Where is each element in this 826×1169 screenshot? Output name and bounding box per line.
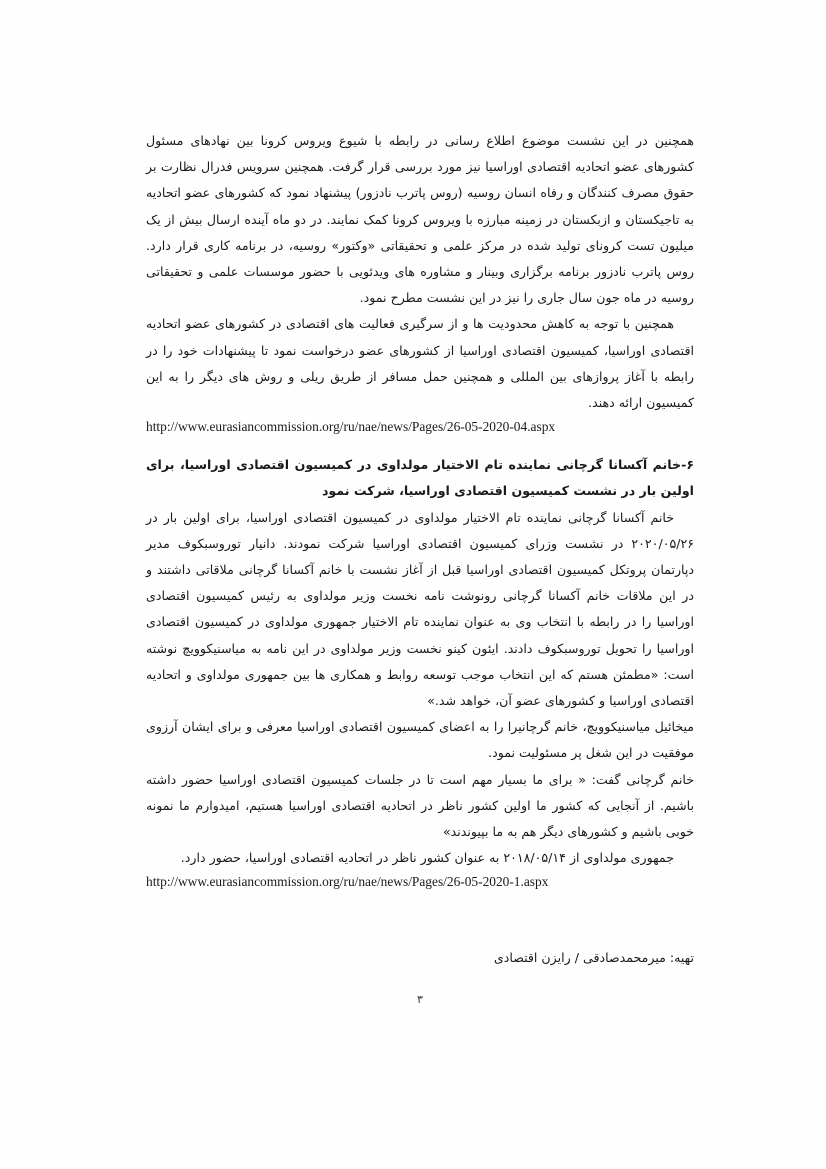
paragraph-moldova-representative: خانم آکسانا گرچانی نماینده تام الاختیار مولداوی در کمیسیون اقتصادی اوراسیا، برای اولین بار در ۲۰۲۰/۰۵/۲۶ در نشست وزرای کمیسیون اقتصادی اوراسیا شرکت نمودند. دانیار توروسبکوف مدیر دپارتمان پروتکل کمیسیون اقتصادی اوراسیا قبل از آغاز نشست با خانم آکسانا گرچانی ملاقاتی داشتند و در این ملاقات خانم آکسانا گرچانی رونوشت نامه نخست وزیر مولداوی به رئیس کمیسیون اقتصادی اوراسیا را در رابطه با انتخاب وی به عنوان نماینده تام الاختیار جمهوری مولداوی در کمیسیون اقتصادی اوراسیا را تحویل توروسبکوف دادند. ایئون کینو نخست وزیر مولداوی در این نامه به میاسنیکوویچ نوشته است: «مطمئن هستم که این انتخاب موجب توسعه روابط و همکاری ها بین جمهوری مولداوی و اتحادیه اقتصادی اوراسیا و کشورهای عضو آن، خواهد شد.» — [146, 509, 694, 709]
document-body — [146, 128, 694, 893]
paragraph-gerchani-quote: خانم گرچانی گفت: « برای ما بسیار مهم است تا در جلسات کمیسیون اقتصادی اوراسیا حضور داشته باشیم. از آنجایی که کشور ما اولین کشور ناظر در اتحادیه اقتصادی اوراسیا هستیم، امیدوارم ما نمونه خوبی باشیم و کشورهای دیگر هم به ما بپیوندند» — [146, 771, 694, 840]
paragraph-corona-information: همچنین در این نشست موضوع اطلاع رسانی در رابطه با شیوع ویروس کرونا بین نهادهای مسئول کشورهای عضو اتحادیه اقتصادی اوراسیا نیز مورد بررسی قرار گرفت. همچنین سرویس فدرال نظارت بر حقوق مصرف کنندگان و رفاه انسان روسیه (روس پاترب نادزور) پیشنهاد نمود که کشورهای عضو اتحادیه به تاجیکستان و ازبکستان در زمینه مبارزه با ویروس کرونا کمک نمایند. در دو ماه آینده ارسال بیش از یک میلیون تست کرونای تولید شده در مرکز علمی و تحقیقاتی «وکتور» روسیه، در برنامه کاری قرار دارد. روس پاترب نادزور برنامه برگزاری وبینار و مشاوره های ویدئویی با حضور موسسات علمی و تحقیقاتی روسیه در ماه جون سال جاری را نیز در این نشست مطرح نمود. — [146, 133, 694, 306]
signature: تهیه: میرمحمدصادقی / رایزن اقتصادی — [493, 950, 694, 965]
page-number: ۳ — [417, 993, 423, 1006]
paragraph-observer-status: جمهوری مولداوی از ۲۰۱۸/۰۵/۱۴ به عنوان کشور ناظر در اتحادیه اقتصادی اوراسیا، حضور دارد. — [180, 850, 674, 866]
paragraph-travel-restrictions: همچنین با توجه به کاهش محدودیت ها و از سرگیری فعالیت های اقتصادی در کشورهای عضو اتحادیه اقتصادی اوراسیا، کمیسیون اقتصادی اوراسیا از کشورهای عضو درخواست نمود تا پیشنهادات خود را در رابطه با آغاز پروازهای بین المللی و همچنین حمل مسافر از طریق ریلی و روش های دیگر را به این کمیسیون ارائه دهند. — [146, 316, 694, 411]
source-link-2[interactable]: http://www.eurasiancommission.org/ru/nae/news/Pages/26-05-2020-1.aspx — [146, 874, 549, 890]
source-link-1[interactable]: http://www.eurasiancommission.org/ru/nae/news/Pages/26-05-2020-04.aspx — [146, 419, 556, 435]
signature-block — [146, 950, 694, 965]
section-heading: ۶-خانم آکسانا گرچانی نماینده تام الاختیار مولداوی در کمیسیون اقتصادی اوراسیا، برای اولین بار در نشست کمیسیون اقتصادی اوراسیا، شرکت نمود — [146, 457, 694, 499]
paragraph-myasnikovich-intro: میخائیل میاسنیکوویچ، خانم گرچانیرا را به اعضای کمیسیون اقتصادی اوراسیا معرفی و برای ایشان آرزوی موفقیت در این شغل پر مسئولیت نمود. — [146, 719, 694, 761]
spacer — [146, 438, 694, 452]
